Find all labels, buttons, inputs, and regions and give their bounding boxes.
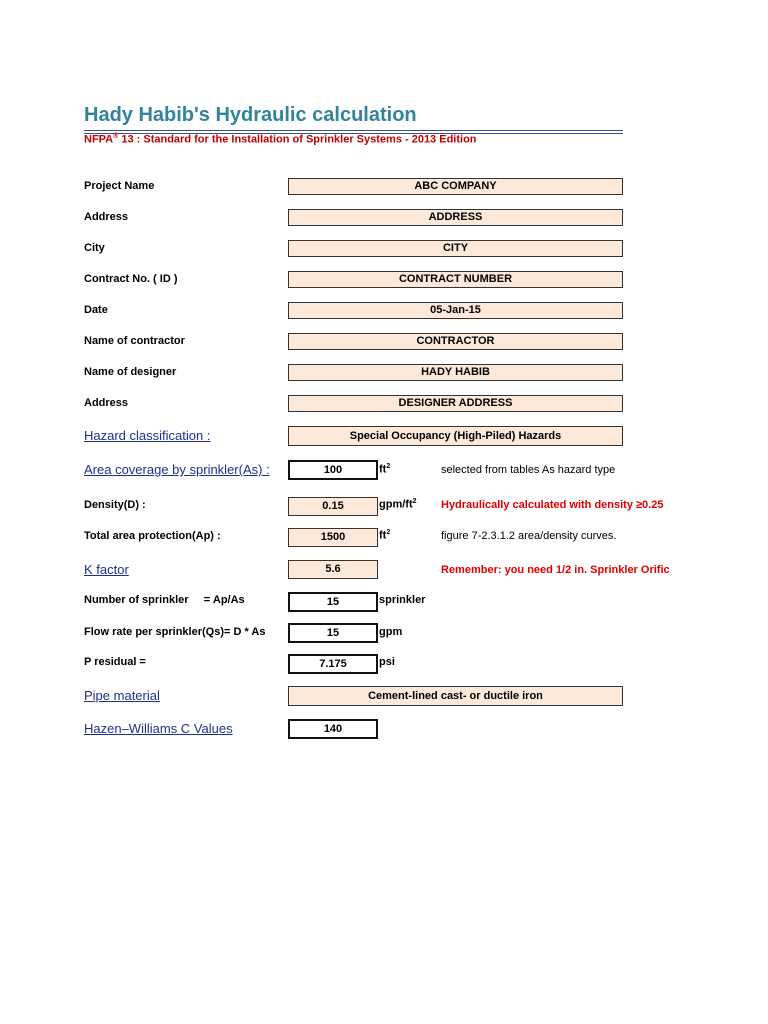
density-field[interactable]: 0.15 <box>288 497 378 516</box>
address-field[interactable]: ADDRESS <box>288 209 623 226</box>
city-label: City <box>84 242 105 254</box>
area-protection-field[interactable]: 1500 <box>288 528 378 547</box>
density-unit-exp: 2 <box>412 498 417 505</box>
area-coverage-link[interactable]: Area coverage by sprinkler(As) : <box>84 462 270 477</box>
project-name-label: Project Name <box>84 180 155 192</box>
area-protection-label: Total area protection(Ap) : <box>84 530 221 542</box>
standard-subtitle <box>84 133 477 146</box>
flow-rate-unit: gpm <box>379 626 403 638</box>
sprinkler-count-label: Number of sprinkler = Ap/As <box>84 594 245 606</box>
hazard-classification-link[interactable]: Hazard classification : <box>84 428 211 443</box>
pipe-material-link[interactable]: Pipe material <box>84 688 160 703</box>
sprinkler-count-field[interactable]: 15 <box>288 592 378 612</box>
date-field[interactable]: 05-Jan-15 <box>288 302 623 319</box>
area-protection-unit <box>379 529 390 542</box>
date-label: Date <box>84 304 108 316</box>
designer-field[interactable]: HADY HABIB <box>288 364 623 381</box>
project-name-field[interactable]: ABC COMPANY <box>288 178 623 195</box>
density-unit-base: gpm/ft <box>379 498 413 511</box>
address-label: Address <box>84 211 129 223</box>
density-unit <box>379 498 417 511</box>
designer-address-field[interactable]: DESIGNER ADDRESS <box>288 395 623 412</box>
p-residual-label: P residual = <box>84 656 146 668</box>
designer-label: Name of designer <box>84 366 177 378</box>
area-protection-unit-base: ft <box>379 529 387 542</box>
k-factor-link[interactable]: K factor <box>84 562 129 577</box>
area-coverage-field[interactable]: 100 <box>288 460 378 480</box>
contract-field[interactable]: CONTRACT NUMBER <box>288 271 623 288</box>
area-coverage-note: selected from tables As hazard type <box>441 464 616 476</box>
p-residual-field[interactable]: 7.175 <box>288 654 378 674</box>
subtitle-prefix: NFPA <box>84 133 114 146</box>
area-protection-note: figure 7-2.3.1.2 area/density curves. <box>441 530 617 542</box>
city-field[interactable]: CITY <box>288 240 623 257</box>
area-coverage-unit <box>379 463 390 476</box>
area-protection-unit-exp: 2 <box>386 529 391 536</box>
hazen-williams-link[interactable]: Hazen–Williams C Values <box>84 721 233 736</box>
area-coverage-unit-base: ft <box>379 463 387 476</box>
designer-address-label: Address <box>84 397 129 409</box>
pipe-material-field[interactable]: Cement-lined cast- or ductile iron <box>288 686 623 706</box>
flow-rate-label: Flow rate per sprinkler(Qs)= D * As <box>84 626 266 638</box>
flow-rate-field[interactable]: 15 <box>288 623 378 643</box>
p-residual-unit: psi <box>379 656 395 668</box>
contractor-field[interactable]: CONTRACTOR <box>288 333 623 350</box>
sprinkler-count-unit: sprinkler <box>379 594 426 606</box>
hazen-williams-field[interactable]: 140 <box>288 719 378 739</box>
area-coverage-unit-exp: 2 <box>386 463 391 470</box>
page-title: Hady Habib's Hydraulic calculation <box>84 104 417 126</box>
contract-label: Contract No. ( ID ) <box>84 273 178 285</box>
density-note: Hydraulically calculated with density ≥0.25 <box>441 499 664 511</box>
density-label: Density(D) : <box>84 499 146 511</box>
title-divider-top <box>84 130 623 131</box>
registered-mark: ® <box>113 133 119 140</box>
subtitle-rest: 13 : Standard for the Installation of Sprinkler Systems - 2013 Edition <box>118 133 477 146</box>
contractor-label: Name of contractor <box>84 335 185 347</box>
k-factor-note: Remember: you need 1/2 in. Sprinkler Orific <box>441 564 670 576</box>
hazard-classification-field[interactable]: Special Occupancy (High-Piled) Hazards <box>288 426 623 446</box>
k-factor-field[interactable]: 5.6 <box>288 560 378 579</box>
